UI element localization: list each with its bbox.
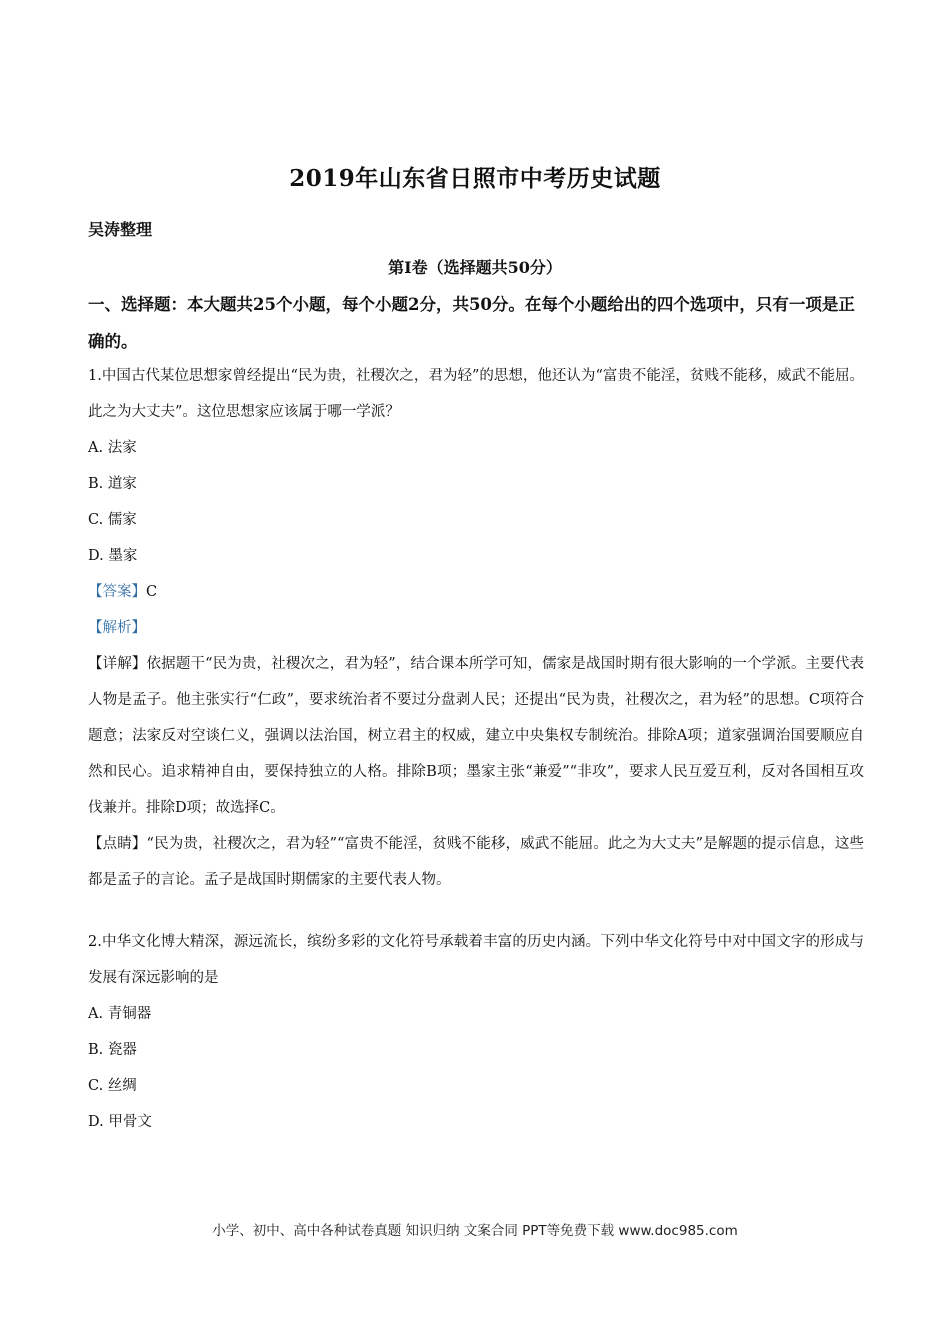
answer-value: C	[146, 584, 158, 600]
option-d: D. 墨家	[88, 548, 138, 564]
author-line: 吴涛整理	[88, 220, 153, 239]
page-title: 2019年山东省日照市中考历史试题	[289, 165, 661, 192]
detail-paragraph	[88, 646, 864, 826]
section-header: 一、选择题：本大题共25个小题，每个小题2分，共50分。在每个小题给出的四个选项中，只有一项是正确的。	[88, 295, 855, 351]
question-2	[88, 924, 864, 1140]
answer-label: 【答案】	[88, 584, 146, 600]
question-list	[88, 358, 864, 1140]
volume-title: 第Ⅰ卷（选择题共50分）	[388, 258, 562, 277]
option-a: A. 青铜器	[88, 1006, 152, 1022]
point-text: “民为贵，社稷次之，君为轻”“富贵不能淫，贫贱不能移，威武不能屈。此之为大丈夫”是解题的提示信息，这些都是孟子的言论。孟子是战国时期儒家的主要代表人物。	[88, 836, 865, 888]
point-paragraph	[88, 826, 864, 898]
option-c: C. 丝绸	[88, 1078, 137, 1094]
analysis-label: 【解析】	[88, 620, 146, 636]
option-b: B. 瓷器	[88, 1042, 137, 1058]
footer-text: 小学、初中、高中各种试卷真题 知识归纳 文案合同 PPT等免费下载 www.doc985.com	[212, 1223, 738, 1239]
point-label: 【点睛】	[88, 836, 147, 852]
question-stem: 1.中国古代某位思想家曾经提出“民为贵，社稷次之，君为轻”的思想，他还认为“富贵不能淫，贫贱不能移，威武不能屈。此之为大丈夫”。这位思想家应该属于哪一学派？	[88, 368, 864, 420]
question-stem: 2.中华文化博大精深，源远流长，缤纷多彩的文化符号承载着丰富的历史内涵。下列中华文化符号中对中国文字的形成与发展有深远影响的是	[88, 934, 864, 986]
option-c: C. 儒家	[88, 512, 137, 528]
option-a: A. 法家	[88, 440, 137, 456]
question-1	[88, 358, 864, 898]
detail-text: 依据题干“民为贵，社稷次之，君为轻”，结合课本所学可知，儒家是战国时期有很大影响的一个学派。主要代表人物是孟子。他主张实行“仁政”，要求统治者不要过分盘剥人民；还提出“民为贵，社稷次之，君为轻”的思想。C项符合题意；法家反对空谈仁义，强调以法治国，树立君主的权威，建立中央集权专制统治。排除A项；道家强调治国要顺应自然和民心。追求精神自由，要保持独立的人格。排除B项；墨家主张“兼爱”“非攻”，要求人民互爱互利，反对各国相互攻伐兼并。排除D项；故选择C。	[88, 656, 864, 816]
detail-label: 【详解】	[88, 656, 147, 672]
option-d: D. 甲骨文	[88, 1114, 152, 1130]
answer-line	[88, 574, 864, 610]
option-b: B. 道家	[88, 476, 137, 492]
question-gap	[88, 898, 864, 924]
